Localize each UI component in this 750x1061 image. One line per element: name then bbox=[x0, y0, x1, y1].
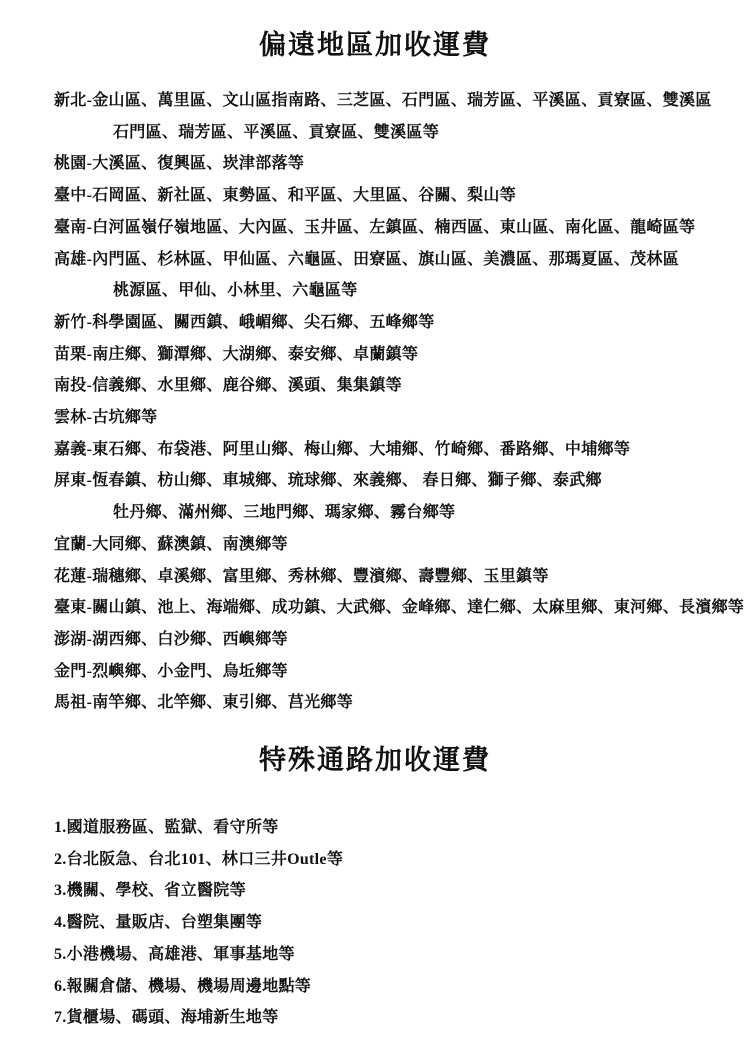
region-line: 臺中-石岡區、新社區、東勢區、和平區、大里區、谷關、梨山等 bbox=[54, 187, 517, 205]
region-line: 石門區、瑞芳區、平溪區、貢寮區、雙溪區等 bbox=[113, 123, 440, 141]
special-channel-surcharge-title: 特殊通路加收運費 bbox=[259, 745, 491, 776]
region-line: 新竹-科學園區、關西鎮、峨嵋鄉、尖石鄉、五峰鄉等 bbox=[54, 313, 435, 331]
region-line: 宜蘭-大同鄉、蘇澳鎮、南澳鄉等 bbox=[54, 535, 288, 553]
region-line: 桃園-大溪區、復興區、崁津部落等 bbox=[54, 155, 305, 173]
region-line: 臺東-關山鎮、池上、海端鄉、成功鎮、大武鄉、金峰鄉、達仁鄉、太麻里鄉、東河鄉、長濱鄉等 bbox=[54, 599, 745, 617]
channel-line: 2.台北阪急、台北101、林口三井Outle等 bbox=[54, 850, 344, 868]
region-line: 牡丹鄉、滿州鄉、三地門鄉、瑪家鄉、霧台鄉等 bbox=[113, 504, 456, 522]
region-line: 屏東-恆春鎮、枋山鄉、車城鄉、琉球鄉、來義鄉、 春日鄉、獅子鄉、泰武鄉 bbox=[54, 472, 602, 490]
channel-line: 3.機關、學校、省立醫院等 bbox=[54, 882, 246, 900]
region-line: 花蓮-瑞穗鄉、卓溪鄉、富里鄉、秀林鄉、豐濱鄉、壽豐鄉、玉里鎮等 bbox=[54, 567, 549, 585]
region-line: 高雄-內門區、杉林區、甲仙區、六龜區、田寮區、旗山區、美濃區、那瑪夏區、茂林區 bbox=[54, 250, 680, 268]
special-channel-list bbox=[0, 812, 750, 1034]
channel-line: 4.醫院、量販店、台塑集團等 bbox=[54, 914, 263, 932]
region-line: 金門-烈嶼鄉、小金門、烏坵鄉等 bbox=[54, 662, 288, 680]
channel-line: 5.小港機場、高雄港、軍事基地等 bbox=[54, 945, 295, 963]
region-line: 馬祖-南竿鄉、北竿鄉、東引鄉、莒光鄉等 bbox=[54, 694, 354, 712]
region-line: 澎湖-湖西鄉、白沙鄉、西嶼鄉等 bbox=[54, 630, 288, 648]
region-line: 苗栗-南庄鄉、獅潭鄉、大湖鄉、泰安鄉、卓蘭鎮等 bbox=[54, 345, 419, 363]
region-line: 臺南-白河區嶺仔嶺地區、大內區、玉井區、左鎮區、楠西區、東山區、南化區、龍崎區等 bbox=[54, 218, 696, 236]
channel-line: 7.貨櫃場、碼頭、海埔新生地等 bbox=[54, 1009, 279, 1027]
region-line: 桃源區、甲仙、小林里、六龜區等 bbox=[113, 282, 358, 300]
channel-line: 6.報關倉儲、機場、機場周邊地點等 bbox=[54, 977, 312, 995]
remote-area-region-list bbox=[0, 85, 750, 719]
channel-line: 1.國道服務區、監獄、看守所等 bbox=[54, 819, 279, 837]
region-line: 新北-金山區、萬里區、文山區指南路、三芝區、石門區、瑞芳區、平溪區、貢寮區、雙溪區 bbox=[54, 92, 712, 109]
region-line: 南投-信義鄉、水里鄉、鹿谷鄉、溪頭、集集鎮等 bbox=[54, 377, 402, 395]
region-line: 雲林-古坑鄉等 bbox=[54, 409, 158, 427]
region-line: 嘉義-東石鄉、布袋港、阿里山鄉、梅山鄉、大埔鄉、竹崎鄉、番路鄉、中埔鄉等 bbox=[54, 440, 631, 458]
remote-area-surcharge-title: 偏遠地區加收運費 bbox=[259, 30, 491, 60]
